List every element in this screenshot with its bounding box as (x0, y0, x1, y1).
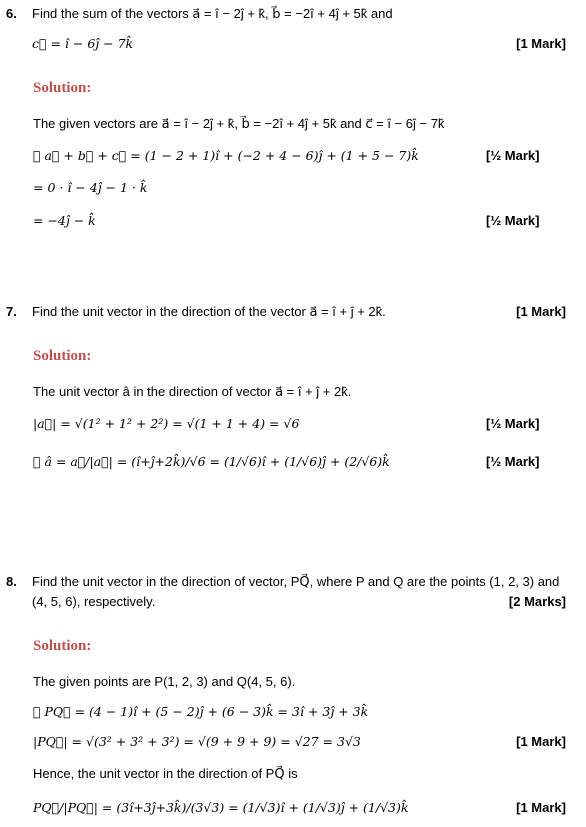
q7-question-line (0, 302, 586, 322)
q6-solution-text: = 0 · î − 4ĵ − 1 · k̂ (33, 180, 148, 195)
q8-solution-text: PQ⃗/|PQ⃗| = (3î+3ĵ+3k̂)/(3√3) = (1/√3)î + (1/√3)ĵ + (1/√3)k̂ (33, 800, 409, 815)
q6-solution-text: = −4ĵ − k̂ (33, 213, 96, 228)
q8-solution-line (0, 732, 586, 752)
q8-question-text: Find the unit vector in the direction of vector, PQ⃗, where P and Q are the points (1, 2, 3) and (32, 574, 560, 589)
q7-half-mark: [½ Mark] (486, 454, 540, 469)
q7-solution-text: |a⃗| = √(1² + 1² + 2²) = √(1 + 1 + 4) = √6 (33, 416, 300, 431)
q8-solution-line (0, 764, 586, 784)
q7-solution-text: ∴ â = a⃗/|a⃗| = (î+ĵ+2k̂)/√6 = (1/√6)î + (1/√6)ĵ + (2/√6)k̂ (33, 454, 390, 469)
q6-question-line1 (0, 4, 586, 24)
q6-number: 6. (6, 6, 17, 21)
q7-marks: [1 Mark] (516, 304, 566, 319)
q8-solution-line (0, 672, 586, 692)
q8-solution-text: |PQ⃗| = √(3² + 3² + 3²) = √(9 + 9 + 9) = √27 = 3√3 (33, 734, 361, 749)
q8-number: 8. (6, 574, 17, 589)
q7-question-text: Find the unit vector in the direction of the vector a⃗ = î + ĵ + 2k̂. (32, 304, 386, 319)
q7-solution-line (0, 382, 586, 402)
q6-half-mark: [½ Mark] (486, 213, 540, 228)
q6-solution-heading: Solution: (33, 80, 92, 96)
q7-number: 7. (6, 304, 17, 319)
q8-solution-line (0, 702, 586, 722)
q7-solution-heading: Solution: (33, 348, 92, 364)
q6-solution-text: The given vectors are a⃗ = î − 2ĵ + k̂, b⃗ = −2î + 4ĵ + 5k̂ and c⃗ = î − 6ĵ − 7k̂ (33, 116, 445, 131)
q8-solution-text: Hence, the unit vector in the direction of PQ⃗ is (33, 766, 298, 781)
q6-marks: [1 Mark] (516, 36, 566, 51)
q7-solution-line (0, 452, 586, 472)
q8-solution-line (0, 798, 586, 818)
q6-half-mark: [½ Mark] (486, 148, 540, 163)
q6-question-line2 (0, 34, 586, 54)
q8-line-mark: [1 Mark] (516, 734, 566, 749)
q8-marks: [2 Marks] (508, 594, 566, 609)
q6-solution-line (0, 146, 586, 166)
q8-solution-text: The given points are P(1, 2, 3) and Q(4, 5, 6). (33, 674, 296, 689)
q6-solution-text: ∴ a⃗ + b⃗ + c⃗ = (1 − 2 + 1)î + (−2 + 4 − 6)ĵ + (1 + 5 − 7)k̂ (33, 148, 419, 163)
q6-solution-line (0, 114, 586, 134)
q8-line-mark: [1 Mark] (516, 800, 566, 815)
q7-solution-line (0, 414, 586, 434)
q8-question-text-cont: (4, 5, 6), respectively. (32, 594, 156, 609)
q8-question-line1 (0, 572, 586, 592)
q6-question-text: Find the sum of the vectors a⃗ = î − 2ĵ + k̂, b⃗ = −2î + 4ĵ + 5k̂ and (32, 6, 393, 21)
q8-solution-heading: Solution: (33, 638, 92, 654)
q6-solution-line (0, 178, 586, 198)
q8-question-line2 (0, 592, 586, 612)
q6-question-vector-c: c⃗ = î − 6ĵ − 7k̂ (32, 36, 134, 51)
q7-solution-text: The unit vector â in the direction of vector a⃗ = î + ĵ + 2k̂. (33, 384, 352, 399)
q8-solution-text: ∴ PQ⃗ = (4 − 1)î + (5 − 2)ĵ + (6 − 3)k̂ = 3î + 3ĵ + 3k̂ (33, 704, 369, 719)
q6-solution-line (0, 211, 586, 231)
q7-half-mark: [½ Mark] (486, 416, 540, 431)
